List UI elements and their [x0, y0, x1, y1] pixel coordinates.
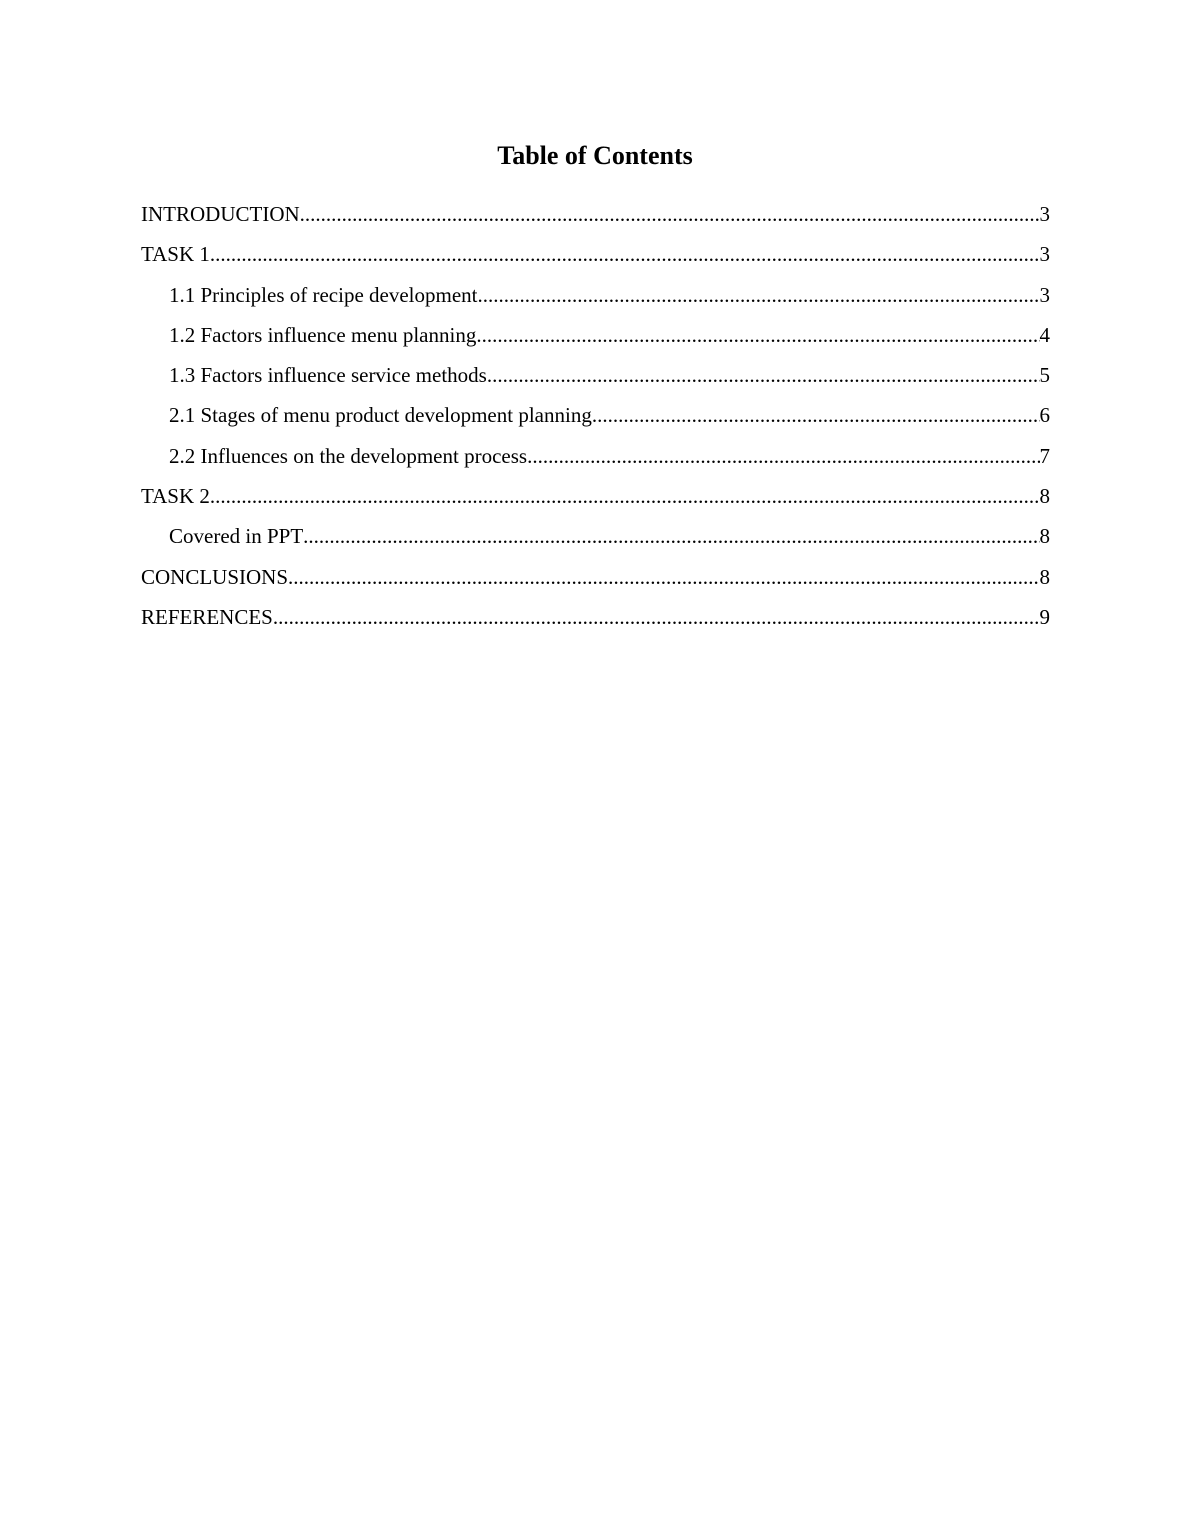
- toc-entry-page-number: 8: [1039, 484, 1050, 509]
- toc-entry-page-number: 6: [1039, 403, 1050, 428]
- dot-leader: [476, 315, 1039, 355]
- toc-entry-page-number: 3: [1039, 242, 1050, 267]
- toc-title: Table of Contents: [497, 141, 693, 170]
- toc-entry-references[interactable]: [141, 597, 1050, 637]
- dot-leader: [527, 436, 1039, 476]
- toc-entry-label: INTRODUCTION: [141, 202, 300, 226]
- toc-entry-task-2[interactable]: [141, 476, 1050, 516]
- toc-entry-page-number: 8: [1039, 564, 1050, 589]
- dot-leader: [210, 476, 1040, 516]
- toc-entry-introduction[interactable]: [141, 194, 1050, 234]
- dot-leader: [288, 557, 1039, 597]
- toc-entry-page-number: 5: [1039, 363, 1050, 388]
- dot-leader: [478, 275, 1040, 315]
- toc-entry-page-number: 4: [1039, 322, 1050, 347]
- dot-leader: [487, 355, 1040, 395]
- toc-entry-label: CONCLUSIONS: [141, 564, 289, 589]
- toc-entry-label: 1.2 Factors influence menu planning: [169, 322, 477, 347]
- toc-entry-label: 1.1 Principles of recipe development: [169, 282, 478, 307]
- dot-leader: [592, 395, 1040, 435]
- toc-entry-page-number: 3: [1039, 202, 1050, 226]
- toc-entry-conclusions[interactable]: [141, 557, 1050, 597]
- toc-entry-2-1[interactable]: [141, 395, 1050, 435]
- toc-entry-2-2[interactable]: [141, 436, 1050, 476]
- toc-entry-page-number: 8: [1039, 524, 1050, 549]
- toc-entry-covered-in-ppt[interactable]: [141, 516, 1050, 556]
- dot-leader: [300, 194, 1040, 234]
- toc-entry-label: 2.1 Stages of menu product development planning: [169, 403, 592, 428]
- dot-leader: [210, 234, 1040, 274]
- toc-entry-page-number: 9: [1039, 604, 1050, 629]
- toc-entry-task-1[interactable]: [141, 234, 1050, 274]
- toc-entry-label: REFERENCES: [141, 604, 273, 629]
- toc-entry-label: Covered in PPT: [169, 524, 304, 549]
- toc-entry-1-3[interactable]: [141, 355, 1050, 395]
- toc-entry-label: TASK 2: [141, 484, 210, 509]
- toc-entry-label: 2.2 Influences on the development process: [169, 443, 528, 468]
- toc-entry-1-2[interactable]: [141, 315, 1050, 355]
- toc-entry-label: 1.3 Factors influence service methods: [169, 363, 487, 388]
- toc-list: [141, 194, 1050, 637]
- dot-leader: [273, 597, 1040, 637]
- dot-leader: [303, 516, 1039, 556]
- toc-entry-1-1[interactable]: [141, 275, 1050, 315]
- toc-entry-label: TASK 1: [141, 242, 210, 267]
- toc-entry-page-number: 3: [1039, 282, 1050, 307]
- toc-entry-page-number: 7: [1039, 443, 1050, 468]
